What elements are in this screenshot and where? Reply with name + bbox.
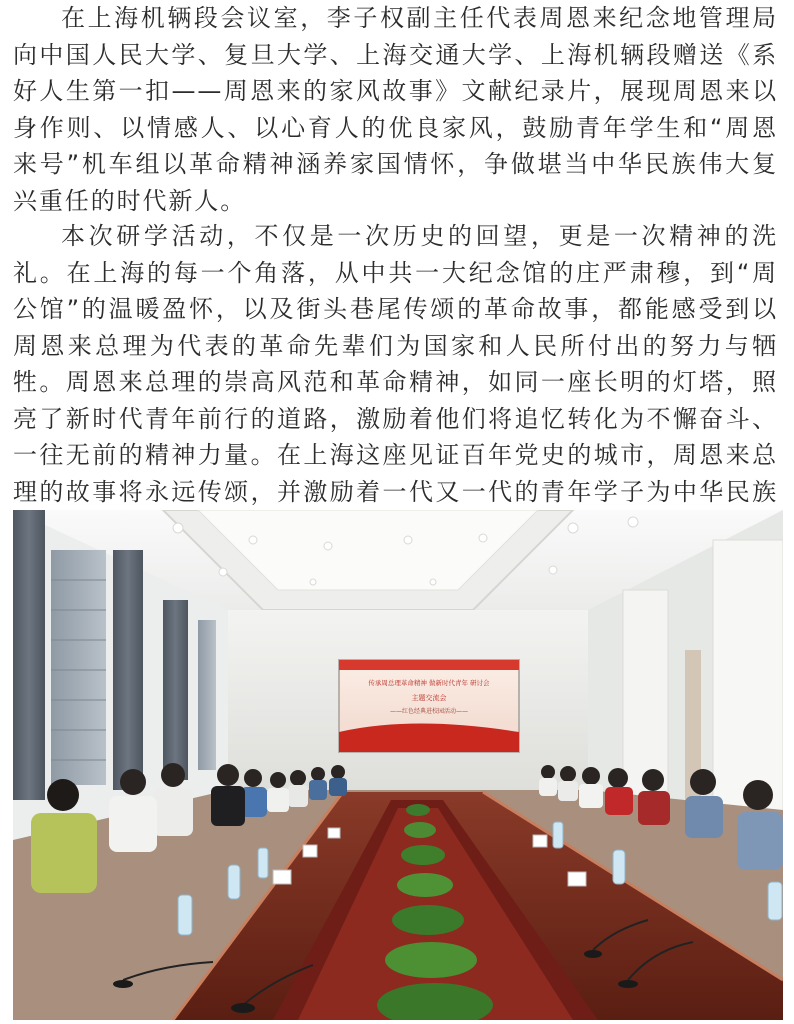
screen-title-line2: 主题交流会 bbox=[411, 694, 447, 702]
curtain-left-1 bbox=[13, 510, 45, 800]
window-left-2 bbox=[198, 620, 216, 770]
screen-title-line1: 传承周总理革命精神 做新时代青年 研讨会 bbox=[368, 679, 490, 687]
screen-title-line3: ——红色经典进校园活动—— bbox=[389, 708, 469, 715]
meeting-photo-illustration bbox=[13, 510, 783, 1020]
paragraph-donation: 在上海机辆段会议室，李子权副主任代表周恩来纪念地管理局向中国人民大学、复旦大学、上海交通大学、上海机辆段赠送《系好人生第一扣——周恩来的家风故事》文献纪录片，展现周恩来以身作则、以情感人、以心育人的优良家风，鼓励青年学生和“周恩来号”机车组以革命精神涵养家国情怀，争做堪当中华民族伟大复兴重任的时代新人。 bbox=[13, 4, 779, 215]
curtain-left-2 bbox=[113, 550, 143, 790]
paragraph-study-activity: 本次研学活动，不仅是一次历史的回望，更是一次精神的洗礼。在上海的每一个角落，从中共一大纪念馆的庄严肃穆，到“周公馆”的温暖盈怀，以及街头巷尾传颂的革命故事，都能感受到以周恩来总理为代表的革命先辈们为国家和人民所付出的努力与牺牲。周恩来总理的崇高风范和革命精神，如同一座长明的灯塔，照亮了新时代青年前行的道路，激励着他们将追忆转化为不懈奋斗、一往无前的精神力量。在上海这座见证百年党史的城市，周恩来总理的故事将永远传颂，并激励着一代又一代的青年学子为中华民族 bbox=[13, 222, 778, 506]
curtain-left-3 bbox=[163, 600, 188, 780]
window-left-1 bbox=[51, 550, 106, 785]
screen-top-band bbox=[339, 660, 519, 670]
meeting-room-photo bbox=[13, 510, 783, 1020]
